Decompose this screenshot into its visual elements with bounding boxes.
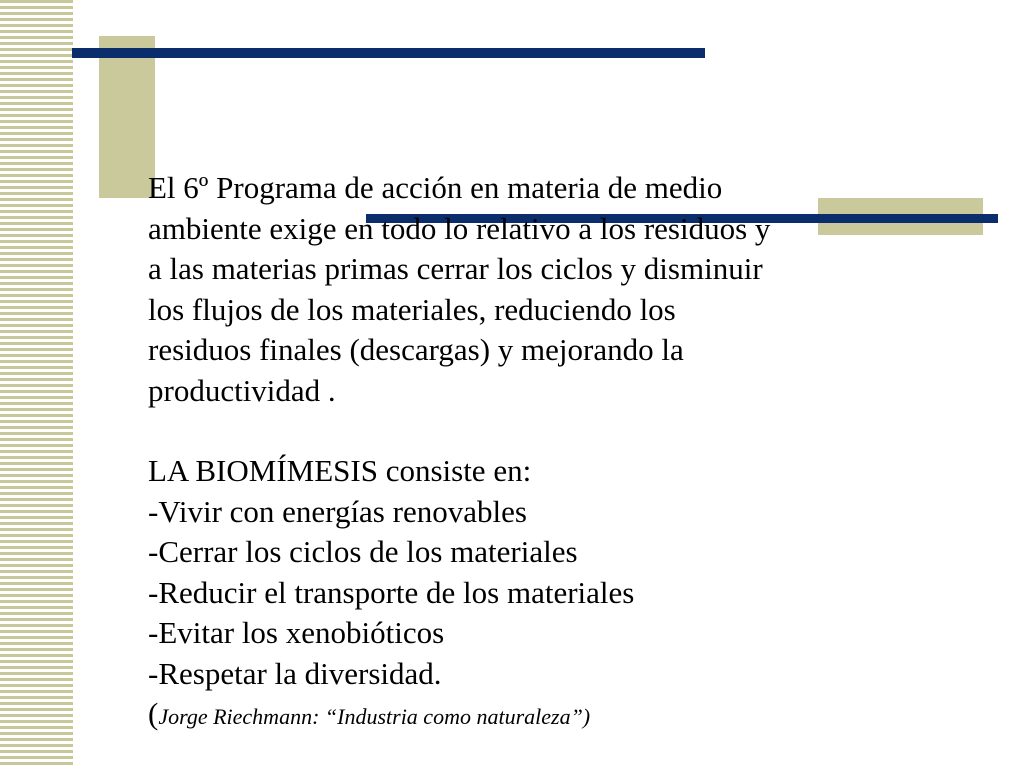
decorative-navy-bar-top <box>72 48 705 58</box>
biomimesis-section <box>148 451 968 738</box>
intro-line: los flujos de los materiales, reduciendo los <box>148 291 676 327</box>
intro-paragraph <box>148 168 968 411</box>
intro-line: productividad . <box>148 372 336 408</box>
list-item: -Reducir el transporte de los materiales <box>148 574 635 610</box>
decorative-stripe-band <box>0 0 73 768</box>
list-item: -Vivir con energías renovables <box>148 493 527 529</box>
decorative-tan-block-left <box>99 36 155 198</box>
intro-line: El 6º Programa de acción en materia de medio <box>148 170 723 205</box>
intro-line: ambiente exige en todo lo relativo a los residuos y <box>148 210 771 246</box>
list-item: -Cerrar los ciclos de los materiales <box>148 534 578 569</box>
intro-line: residuos finales (descargas) y mejorando la <box>148 332 684 367</box>
citation-open-paren: ( <box>148 696 159 731</box>
list-item: -Evitar los xenobióticos <box>148 615 445 650</box>
slide-body <box>148 168 968 738</box>
citation <box>148 694 968 738</box>
intro-line: a las materias primas cerrar los ciclos y disminuir <box>148 251 763 286</box>
citation-text: Jorge Riechmann: “Industria como naturaleza”) <box>158 704 591 729</box>
list-item: -Respetar la diversidad. <box>148 655 442 691</box>
section-heading: LA BIOMÍMESIS consiste en: <box>148 453 532 488</box>
